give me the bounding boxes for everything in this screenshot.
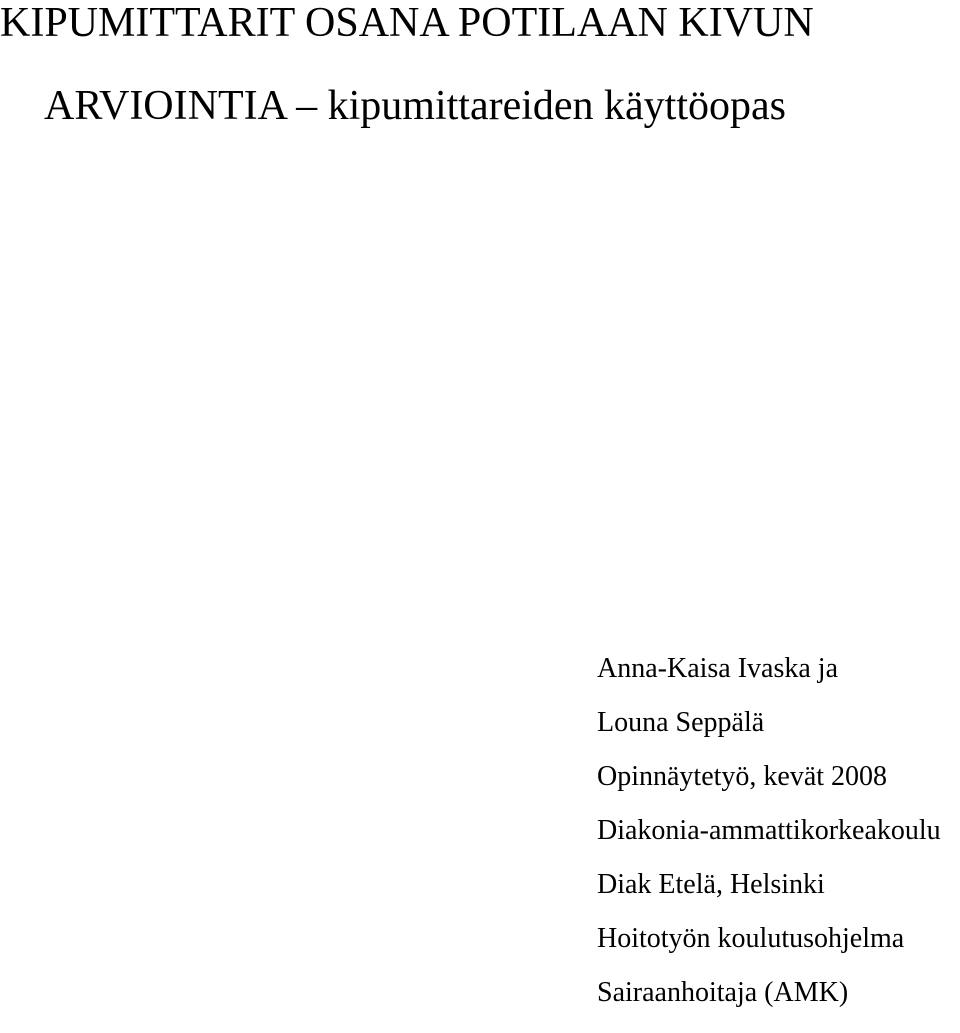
document-title-line-1: KIPUMITTARIT OSANA POTILAAN KIVUN — [0, 0, 814, 46]
programme-line: Hoitotyön koulutusohjelma — [597, 923, 905, 954]
document-title-line-2: ARVIOINTIA – kipumittareiden käyttöopas — [44, 83, 786, 129]
degree-line: Sairaanhoitaja (AMK) — [597, 977, 849, 1008]
authors-line-1: Anna-Kaisa Ivaska ja — [597, 653, 839, 684]
thesis-line: Opinnäytetyö, kevät 2008 — [597, 761, 888, 792]
authors-line-2: Louna Seppälä — [597, 707, 765, 738]
institution-line: Diakonia-ammattikorkeakoulu — [597, 815, 941, 846]
document-meta-block — [597, 655, 941, 1033]
campus-line: Diak Etelä, Helsinki — [597, 869, 825, 900]
